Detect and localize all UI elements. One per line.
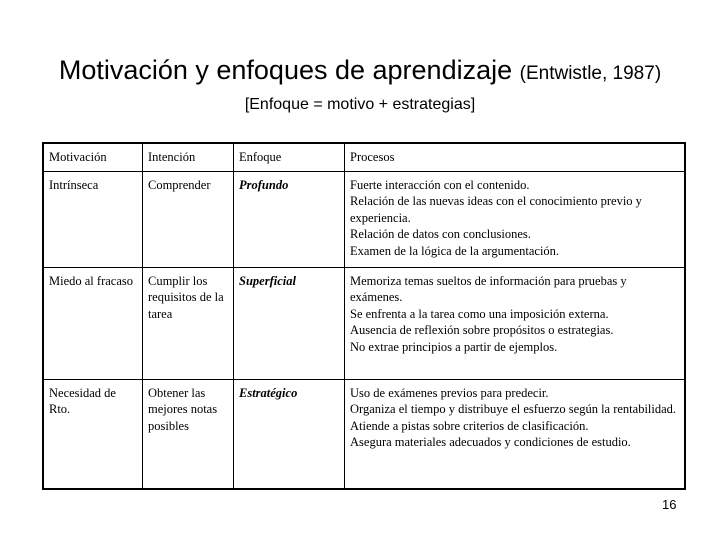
- cell-enfoque: Profundo: [234, 171, 345, 267]
- header-procesos: Procesos: [345, 143, 686, 171]
- cell-motivacion: Necesidad de Rto.: [43, 379, 143, 489]
- cell-motivacion: Miedo al fracaso: [43, 267, 143, 379]
- proceso-item: Se enfrenta a la tarea como una imposición externa.: [350, 306, 609, 321]
- cell-procesos: [345, 379, 686, 489]
- table-row: [43, 267, 685, 379]
- title-citation: (Entwistle, 1987): [519, 63, 662, 84]
- proceso-item: Relación de datos con conclusiones.: [350, 227, 531, 241]
- header-motivacion: Motivación: [43, 143, 143, 171]
- cell-procesos: [345, 267, 686, 379]
- proceso-item: Uso de exámenes previos para predecir.: [350, 385, 549, 400]
- approaches-table: [42, 142, 686, 490]
- cell-intencion: Cumplir los requisitos de la tarea: [143, 267, 234, 379]
- proceso-item: No extrae principios a partir de ejemplos.: [350, 339, 558, 354]
- cell-intencion: Obtener las mejores notas posibles: [143, 379, 234, 489]
- proceso-item: Fuerte interacción con el contenido.: [350, 177, 530, 192]
- proceso-item: Organiza el tiempo y distribuye el esfuerzo según la rentabilidad.: [350, 402, 677, 416]
- page-number: 16: [662, 497, 677, 512]
- cell-motivacion: Intrínseca: [43, 171, 143, 267]
- header-enfoque: Enfoque: [234, 143, 345, 171]
- cell-enfoque: Estratégico: [234, 379, 345, 489]
- slide-title: [0, 55, 720, 86]
- title-main: Motivación y enfoques de aprendizaje: [58, 55, 513, 85]
- proceso-item: Asegura materiales adecuados y condiciones de estudio.: [350, 435, 631, 449]
- table-header-row: [43, 143, 685, 171]
- cell-enfoque: Superficial: [234, 267, 345, 379]
- header-intencion: Intención: [143, 143, 234, 171]
- slide-subtitle: [Enfoque = motivo + estrategias]: [244, 96, 476, 113]
- cell-intencion: Comprender: [143, 171, 234, 267]
- proceso-item: Examen de la lógica de la argumentación.: [350, 243, 560, 258]
- cell-procesos: [345, 171, 686, 267]
- table-row: [43, 171, 685, 267]
- proceso-item: Atiende a pistas sobre criterios de clasificación.: [350, 418, 589, 433]
- proceso-item: Memoriza temas sueltos de información para pruebas y exámenes.: [350, 273, 627, 304]
- table-row: [43, 379, 685, 489]
- proceso-item: Relación de las nuevas ideas con el conocimiento previo y experiencia.: [350, 194, 642, 225]
- proceso-item: Ausencia de reflexión sobre propósitos o estrategias.: [350, 323, 614, 337]
